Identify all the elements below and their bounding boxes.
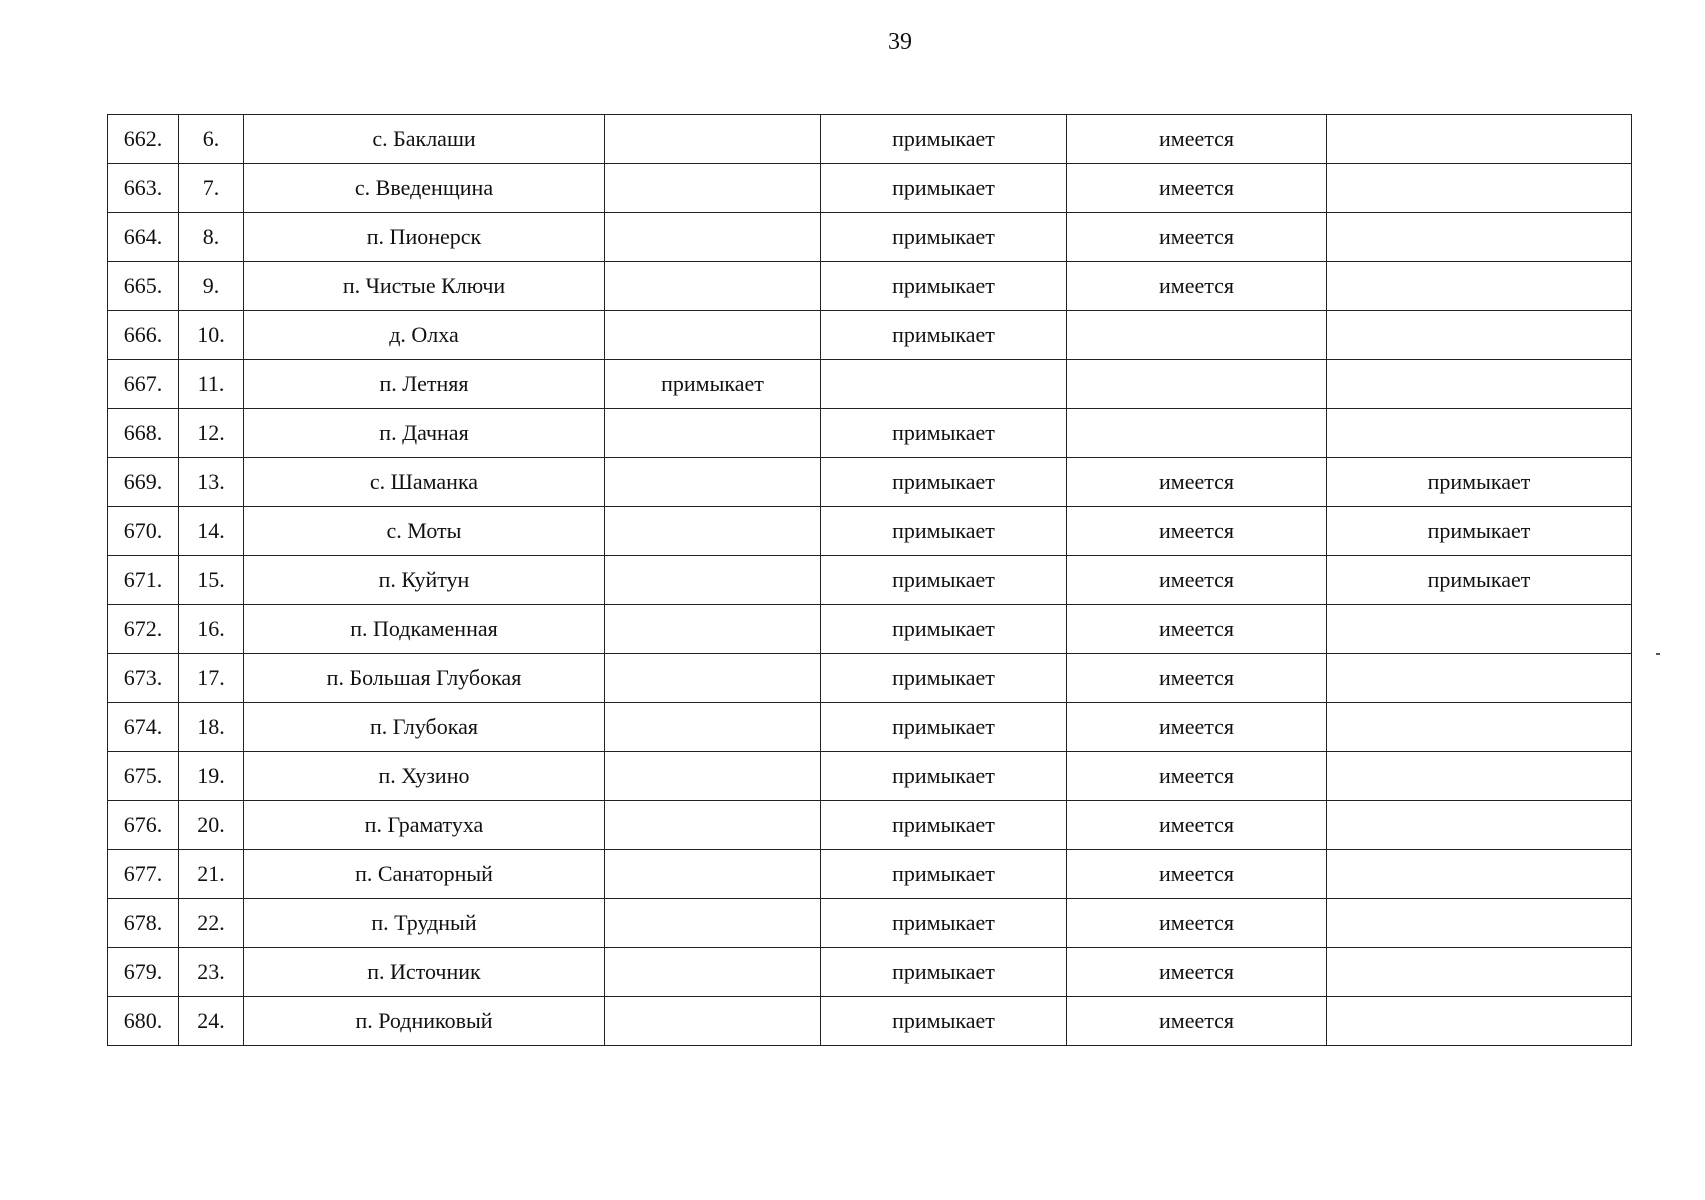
settlement-name-cell: с. Шаманка: [244, 458, 605, 507]
column-7-cell: примыкает: [1327, 458, 1632, 507]
column-6-cell: имеется: [1067, 997, 1327, 1046]
column-6-cell: имеется: [1067, 262, 1327, 311]
settlement-name-cell: п. Граматуха: [244, 801, 605, 850]
column-7-cell: [1327, 654, 1632, 703]
row-number-cell: 675.: [108, 752, 179, 801]
settlement-name-cell: п. Подкаменная: [244, 605, 605, 654]
table-row: [108, 164, 1632, 213]
column-7-cell: примыкает: [1327, 556, 1632, 605]
settlement-name-cell: п. Источник: [244, 948, 605, 997]
local-number-cell: 11.: [179, 360, 244, 409]
local-number-cell: 23.: [179, 948, 244, 997]
local-number-cell: 13.: [179, 458, 244, 507]
column-6-cell: имеется: [1067, 801, 1327, 850]
local-number-cell: 18.: [179, 703, 244, 752]
column-6-cell: [1067, 409, 1327, 458]
column-6-cell: имеется: [1067, 605, 1327, 654]
column-5-cell: примыкает: [821, 899, 1067, 948]
column-5-cell: примыкает: [821, 115, 1067, 164]
table-row: [108, 409, 1632, 458]
table-row: [108, 703, 1632, 752]
row-number-cell: 676.: [108, 801, 179, 850]
column-6-cell: [1067, 311, 1327, 360]
column-4-cell: [605, 556, 821, 605]
column-4-cell: [605, 899, 821, 948]
settlement-name-cell: п. Глубокая: [244, 703, 605, 752]
table-row: [108, 801, 1632, 850]
column-4-cell: [605, 458, 821, 507]
row-number-cell: 677.: [108, 850, 179, 899]
column-7-cell: [1327, 115, 1632, 164]
local-number-cell: 16.: [179, 605, 244, 654]
settlement-name-cell: д. Олха: [244, 311, 605, 360]
column-5-cell: примыкает: [821, 213, 1067, 262]
local-number-cell: 24.: [179, 997, 244, 1046]
column-5-cell: [821, 360, 1067, 409]
column-7-cell: примыкает: [1327, 507, 1632, 556]
column-6-cell: имеется: [1067, 115, 1327, 164]
local-number-cell: 9.: [179, 262, 244, 311]
row-number-cell: 664.: [108, 213, 179, 262]
settlement-name-cell: с. Моты: [244, 507, 605, 556]
settlement-name-cell: п. Санаторный: [244, 850, 605, 899]
column-4-cell: [605, 605, 821, 654]
column-4-cell: [605, 948, 821, 997]
settlement-name-cell: с. Баклаши: [244, 115, 605, 164]
local-number-cell: 12.: [179, 409, 244, 458]
local-number-cell: 8.: [179, 213, 244, 262]
column-7-cell: [1327, 409, 1632, 458]
column-6-cell: [1067, 360, 1327, 409]
column-7-cell: [1327, 213, 1632, 262]
column-4-cell: [605, 850, 821, 899]
local-number-cell: 15.: [179, 556, 244, 605]
column-4-cell: [605, 409, 821, 458]
column-6-cell: имеется: [1067, 654, 1327, 703]
settlement-name-cell: п. Пионерск: [244, 213, 605, 262]
column-7-cell: [1327, 997, 1632, 1046]
column-4-cell: [605, 262, 821, 311]
table-row: [108, 115, 1632, 164]
row-number-cell: 674.: [108, 703, 179, 752]
table-row: [108, 213, 1632, 262]
row-number-cell: 678.: [108, 899, 179, 948]
column-4-cell: [605, 311, 821, 360]
table-row: [108, 997, 1632, 1046]
settlement-name-cell: п. Дачная: [244, 409, 605, 458]
row-number-cell: 679.: [108, 948, 179, 997]
local-number-cell: 21.: [179, 850, 244, 899]
column-4-cell: [605, 801, 821, 850]
column-7-cell: [1327, 850, 1632, 899]
row-number-cell: 662.: [108, 115, 179, 164]
row-number-cell: 667.: [108, 360, 179, 409]
column-6-cell: имеется: [1067, 556, 1327, 605]
local-number-cell: 6.: [179, 115, 244, 164]
row-number-cell: 680.: [108, 997, 179, 1046]
settlement-name-cell: п. Большая Глубокая: [244, 654, 605, 703]
table-row: [108, 752, 1632, 801]
column-5-cell: примыкает: [821, 605, 1067, 654]
column-7-cell: [1327, 262, 1632, 311]
settlement-name-cell: п. Трудный: [244, 899, 605, 948]
local-number-cell: 22.: [179, 899, 244, 948]
column-6-cell: имеется: [1067, 458, 1327, 507]
row-number-cell: 672.: [108, 605, 179, 654]
column-5-cell: примыкает: [821, 948, 1067, 997]
row-number-cell: 669.: [108, 458, 179, 507]
column-4-cell: [605, 752, 821, 801]
column-7-cell: [1327, 899, 1632, 948]
table-row: [108, 899, 1632, 948]
column-7-cell: [1327, 311, 1632, 360]
column-4-cell: [605, 997, 821, 1046]
column-5-cell: примыкает: [821, 311, 1067, 360]
table-row: [108, 948, 1632, 997]
table-row: [108, 458, 1632, 507]
column-5-cell: примыкает: [821, 801, 1067, 850]
column-7-cell: [1327, 948, 1632, 997]
local-number-cell: 14.: [179, 507, 244, 556]
column-4-cell: [605, 164, 821, 213]
column-7-cell: [1327, 164, 1632, 213]
column-6-cell: имеется: [1067, 850, 1327, 899]
table-row: [108, 311, 1632, 360]
table-row: [108, 360, 1632, 409]
table-row: [108, 262, 1632, 311]
row-number-cell: 663.: [108, 164, 179, 213]
column-5-cell: примыкает: [821, 703, 1067, 752]
settlements-table: [107, 114, 1632, 1046]
local-number-cell: 17.: [179, 654, 244, 703]
column-4-cell: [605, 507, 821, 556]
column-5-cell: примыкает: [821, 262, 1067, 311]
column-6-cell: имеется: [1067, 164, 1327, 213]
column-5-cell: примыкает: [821, 850, 1067, 899]
table-body: [108, 115, 1632, 1046]
settlement-name-cell: с. Введенщина: [244, 164, 605, 213]
column-6-cell: имеется: [1067, 899, 1327, 948]
column-5-cell: примыкает: [821, 997, 1067, 1046]
column-6-cell: имеется: [1067, 213, 1327, 262]
column-6-cell: имеется: [1067, 752, 1327, 801]
local-number-cell: 7.: [179, 164, 244, 213]
scan-speck: [1656, 653, 1660, 655]
table-row: [108, 605, 1632, 654]
column-7-cell: [1327, 752, 1632, 801]
local-number-cell: 10.: [179, 311, 244, 360]
column-6-cell: имеется: [1067, 507, 1327, 556]
table-row: [108, 654, 1632, 703]
column-5-cell: примыкает: [821, 458, 1067, 507]
column-4-cell: [605, 703, 821, 752]
column-4-cell: [605, 213, 821, 262]
settlement-name-cell: п. Хузино: [244, 752, 605, 801]
row-number-cell: 673.: [108, 654, 179, 703]
table-row: [108, 556, 1632, 605]
column-7-cell: [1327, 360, 1632, 409]
column-7-cell: [1327, 605, 1632, 654]
column-7-cell: [1327, 703, 1632, 752]
page-number: 39: [888, 29, 912, 55]
local-number-cell: 19.: [179, 752, 244, 801]
column-5-cell: примыкает: [821, 164, 1067, 213]
table-row: [108, 850, 1632, 899]
column-5-cell: примыкает: [821, 752, 1067, 801]
row-number-cell: 665.: [108, 262, 179, 311]
settlement-name-cell: п. Чистые Ключи: [244, 262, 605, 311]
settlement-name-cell: п. Куйтун: [244, 556, 605, 605]
column-4-cell: [605, 654, 821, 703]
column-4-cell: [605, 115, 821, 164]
column-5-cell: примыкает: [821, 409, 1067, 458]
column-5-cell: примыкает: [821, 507, 1067, 556]
row-number-cell: 668.: [108, 409, 179, 458]
column-6-cell: имеется: [1067, 703, 1327, 752]
column-4-cell: примыкает: [605, 360, 821, 409]
row-number-cell: 666.: [108, 311, 179, 360]
row-number-cell: 671.: [108, 556, 179, 605]
column-7-cell: [1327, 801, 1632, 850]
row-number-cell: 670.: [108, 507, 179, 556]
column-6-cell: имеется: [1067, 948, 1327, 997]
column-5-cell: примыкает: [821, 556, 1067, 605]
local-number-cell: 20.: [179, 801, 244, 850]
settlement-name-cell: п. Родниковый: [244, 997, 605, 1046]
column-5-cell: примыкает: [821, 654, 1067, 703]
table-row: [108, 507, 1632, 556]
settlement-name-cell: п. Летняя: [244, 360, 605, 409]
